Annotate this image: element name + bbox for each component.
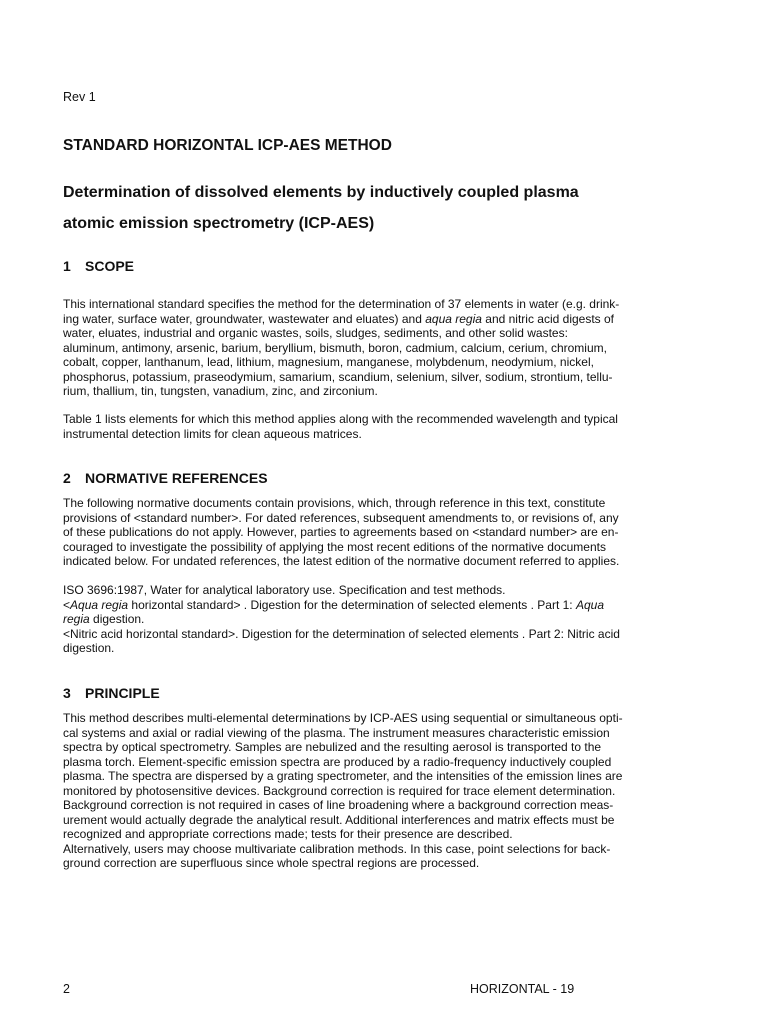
text-line: provisions of <standard number>. For dated references, subsequent amendments to, or revisions of, any (63, 510, 619, 525)
text-line: This international standard specifies the method for the determination of 37 elements in water (e.g. drink- (63, 297, 620, 311)
text-line (63, 312, 659, 327)
text-line: urement would actually degrade the analytical result. Additional interferences and matrix effects must be (63, 812, 615, 827)
text-line: recognized and appropriate corrections made; tests for their presence are described. (63, 827, 513, 841)
text-line: Background correction is not required in cases of line broadening where a background correction meas- (63, 798, 614, 812)
text-line: cobalt, copper, lanthanum, lead, lithium, magnesium, manganese, molybdenum, neodymium, nickel, (63, 355, 594, 369)
subtitle-line-1: Determination of dissolved elements by inductively coupled plasma (63, 184, 579, 201)
page-number: 2 (63, 982, 70, 996)
text-line: plasma torch. Element-specific emission spectra are produced by a radio-frequency inductively coupled (63, 754, 612, 769)
text-run: horizontal standard> . Digestion for the determination of selected elements . Part 1: (128, 597, 576, 612)
section-heading-normative-references (63, 470, 268, 486)
section-title: SCOPE (85, 258, 135, 274)
text-line: plasma. The spectra are dispersed by a grating spectrometer, and the intensities of the emission lines are (63, 769, 623, 783)
text-run: < (63, 597, 71, 612)
document-reference: HORIZONTAL - 19 (470, 982, 575, 996)
scope-paragraph-1 (63, 297, 659, 399)
italic-term: Aqua (575, 597, 605, 612)
text-line: monitored by photosensitive devices. Background correction is required for trace element determination. (63, 783, 616, 798)
text-line: couraged to investigate the possibility of applying the most recent editions of the normative documents (63, 539, 606, 554)
reference-nitric-acid: <Nitric acid horizontal standard>. Digestion for the determination of selected elements . Part 2: Nitric acid (63, 626, 620, 641)
italic-term: Aqua regia (70, 597, 129, 612)
revision-label: Rev 1 (63, 90, 96, 104)
text-line: ground correction are superfluous since whole spectral regions are processed. (63, 856, 480, 870)
text-line: Table 1 lists elements for which this method applies along with the recommended wavelength and typical (63, 412, 618, 426)
text-line: water, eluates, industrial and organic wastes, soils, sludges, sediments, and other solid wastes: (63, 326, 568, 340)
text-line: spectra by optical spectrometry. Samples are nebulized and the resulting aerosol is transported to the (63, 740, 602, 754)
text-line: rium, thallium, tin, tungsten, vanadium, zinc, and zirconium. (63, 384, 378, 398)
section-heading-scope (63, 258, 134, 274)
scope-paragraph-2 (63, 412, 659, 441)
reference-iso-3696: ISO 3696:1987, Water for analytical laboratory use. Specification and test methods. (63, 583, 506, 597)
reference-aqua-regia-cont (63, 612, 659, 627)
normative-references-list (63, 583, 659, 656)
text-line: indicated below. For undated references, the latest edition of the normative document referred to applies. (63, 554, 620, 568)
text-line: phosphorus, potassium, praseodymium, samarium, scandium, selenium, silver, sodium, strontium, tellu- (63, 369, 613, 384)
section-title: PRINCIPLE (85, 685, 160, 701)
section-number: 2 (63, 470, 71, 486)
italic-term: aqua regia (425, 311, 482, 326)
section-title: NORMATIVE REFERENCES (85, 470, 268, 486)
section-number: 1 (63, 258, 71, 274)
text-line: instrumental detection limits for clean aqueous matrices. (63, 426, 362, 441)
principle-paragraph (63, 711, 659, 871)
document-title: STANDARD HORIZONTAL ICP-AES METHOD (63, 137, 392, 154)
text-line: aluminum, antimony, arsenic, barium, beryllium, bismuth, boron, cadmium, calcium, cerium, chromium, (63, 340, 607, 355)
normative-paragraph-1 (63, 496, 659, 569)
reference-nitric-acid-cont: digestion. (63, 641, 115, 655)
text-run: ing water, surface water, groundwater, wastewater and eluates) and (63, 311, 426, 326)
subtitle-line-2: atomic emission spectrometry (ICP-AES) (63, 215, 375, 232)
text-line: Alternatively, users may choose multivariate calibration methods. In this case, point selections for back- (63, 841, 611, 856)
section-number: 3 (63, 685, 71, 701)
text-line: cal systems and axial or radial viewing of the plasma. The instrument measures characteristic emission (63, 725, 610, 740)
text-line: The following normative documents contain provisions, which, through reference in this text, constitute (63, 496, 606, 510)
text-line: This method describes multi-elemental determinations by ICP-AES using sequential or simultaneous opti- (63, 711, 623, 725)
document-subtitle (63, 177, 659, 239)
text-run: digestion. (89, 612, 145, 626)
reference-aqua-regia (63, 598, 659, 613)
section-heading-principle (63, 685, 160, 701)
text-line: of these publications do not apply. However, parties to agreements based on <standard number> are en- (63, 525, 619, 539)
italic-term: regia (63, 612, 90, 626)
text-run: and nitric acid digests of (481, 311, 615, 326)
